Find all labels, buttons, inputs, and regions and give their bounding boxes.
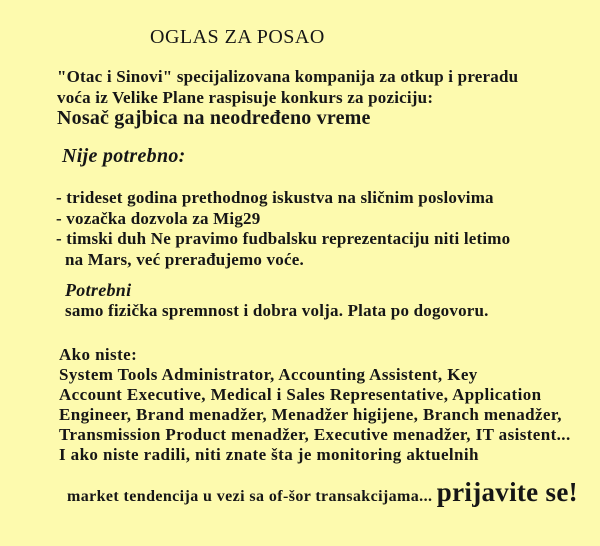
not-required-item-continuation: na Mars, već prerađujemo voće. [65,249,304,269]
job-list-line: System Tools Administrator, Accounting Assistent, Key [59,365,478,384]
job-list-line: I ako niste radili, niti znate šta je monitoring aktuelnih [59,445,479,464]
required-heading: Potrebni [65,280,132,300]
if-not-section [59,345,571,465]
apply-cta-text: prijavite se! [436,477,578,507]
closing-line [59,459,578,508]
intro-line: voća iz Velike Plane raspisuje konkurs za poziciju: [57,88,434,107]
intro-line: "Otac i Sinovi" specijalizovana kompanija za otkup i preradu [57,67,519,86]
not-required-item: - timski duh Ne pravimo fudbalsku reprezentaciju niti letimo [56,229,511,248]
not-required-item: - trideset godina prethodnog iskustva na sličnim poslovima [56,188,494,207]
job-list-line: Transmission Product menadžer, Executive menadžer, IT asistent... [59,425,571,444]
page-title: OGLAS ZA POSAO [150,26,325,48]
job-list-line: Account Executive, Medical i Sales Representative, Application [59,385,542,404]
position-title: Nosač gajbica na neodređeno vreme [57,107,371,129]
intro-paragraph [57,66,518,108]
required-text: samo fizička spremnost i dobra volja. Plata po dogovoru. [65,301,489,320]
if-not-heading: Ako niste: [59,345,138,364]
closing-text: market tendencija u vezi sa of-šor transakcijama... [67,488,437,505]
not-required-item: - vozačka dozvola za Mig29 [56,208,261,228]
not-required-heading: Nije potrebno: [62,145,186,167]
not-required-list [56,188,510,270]
job-list-line: Engineer, Brand menadžer, Menadžer higijene, Branch menadžer, [59,405,562,424]
